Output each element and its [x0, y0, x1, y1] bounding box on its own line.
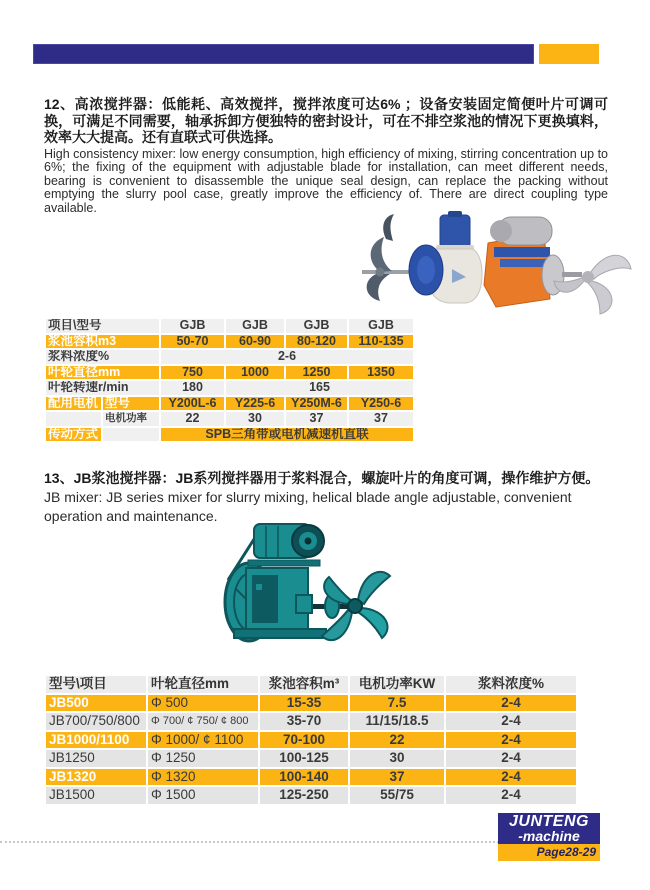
motor-housing: [440, 215, 470, 248]
cell-model: JB1320: [46, 769, 146, 786]
cell-diameter: 1000: [226, 366, 284, 380]
table-row-diameter: [46, 366, 413, 380]
top-accent-bar-blue: [33, 44, 534, 64]
cell-power: 11/15/18.5: [350, 713, 444, 730]
empty-cell: [103, 428, 159, 442]
brand-logo-blue-box: [498, 813, 600, 844]
cell-motor-power: 22: [161, 412, 224, 426]
cell-motor-power: 30: [226, 412, 284, 426]
row-label: 浆料浓度%: [46, 350, 159, 364]
cell-volume: 15-35: [260, 695, 348, 712]
table-row-jb1500: [46, 787, 576, 804]
section-13-description-en: JB mixer: JB series mixer for slurry mixing, helical blade angle adjustable, convenient operation and maintenance.: [44, 489, 572, 524]
gjb-belt-mixer-illustration: [484, 217, 631, 314]
gjb-mixers-photo: [348, 211, 633, 317]
row-sublabel: 型号: [103, 397, 159, 411]
section-12-description-en: High consistency mixer: low energy consumption, high efficiency of mixing, stirring concentration up to 6%; the fixing of the equipment with adjustable blade for installation, can meet different needs, bearing is convenient to disassemble the unique seal design, can replace the packing without emptying the slurry pool case, greatly improve the efficiency of. There are direct coupling type available.: [44, 146, 608, 215]
cell-volume: 50-70: [161, 335, 224, 349]
cell-motor-model: Y250M-6: [286, 397, 347, 411]
empty-cell: [46, 412, 101, 426]
housing-panel: [252, 575, 278, 623]
cell-concentration: 2-4: [446, 695, 576, 712]
brand-logo: [498, 813, 600, 861]
col-header: GJB: [349, 319, 413, 333]
table-row-jb1320: [46, 769, 576, 786]
cell-speed-span: 165: [226, 381, 413, 395]
cell-model: JB1250: [46, 750, 146, 767]
cell-model: JB700/750/800: [46, 713, 146, 730]
cell-concentration: 2-4: [446, 769, 576, 786]
gjb-spec-table: [44, 317, 415, 443]
cell-model: JB1000/1100: [46, 732, 146, 749]
cell-model: JB1500: [46, 787, 146, 804]
page-number: Page28-29: [536, 845, 596, 859]
cell-power: 37: [350, 769, 444, 786]
section-13-heading-zh: 13、JB浆池搅拌器：JB系列搅拌器用于浆料混合，螺旋叶片的角度可调，操作维护方便。: [44, 470, 600, 486]
col-header: 浆料浓度%: [446, 676, 576, 693]
col-header: 型号\项目: [46, 676, 146, 693]
cell-power: 30: [350, 750, 444, 767]
cell-volume: 100-125: [260, 750, 348, 767]
table-row-jb1250: [46, 750, 576, 767]
bearing-block: [296, 595, 312, 613]
cell-concentration: 2-4: [446, 787, 576, 804]
cell-diameter: Φ 500: [148, 695, 258, 712]
cell-motor-model: Y200L-6: [161, 397, 224, 411]
cell-diameter: Φ 700/ ¢ 750/ ¢ 800: [148, 713, 258, 730]
table-row-drive: [46, 428, 413, 442]
table-row-header: [46, 319, 413, 333]
footer-divider: [0, 841, 499, 843]
cell-power: 55/75: [350, 787, 444, 804]
belt-motor-cap: [490, 220, 512, 242]
cell-motor-model: Y250-6: [349, 397, 413, 411]
gjb-direct-mixer-illustration: [362, 211, 482, 303]
cell-volume: 35-70: [260, 713, 348, 730]
cell-diameter: 1350: [349, 366, 413, 380]
blue-bracket-top: [494, 247, 550, 257]
row-sublabel: 电机功率: [103, 412, 159, 426]
table-row-concentration: [46, 350, 413, 364]
row-label: 浆池容积m3: [46, 335, 159, 349]
jb-mixer-photo: [212, 518, 408, 666]
propeller-blades: [367, 214, 394, 301]
cell-diameter: 750: [161, 366, 224, 380]
section-12-heading-zh: 12、高浓搅拌器：低能耗、高效搅拌，搅拌浓度可达6% ；设备安装固定简便叶片可调可换，可满足不同需要，轴承拆卸方便独特的密封设计，可在不排空浆池的情况下更换填料，效率大大提高。还有直联式可供选择。: [44, 96, 608, 145]
cell-motor-power: 37: [286, 412, 347, 426]
table-row-motor-power: [46, 412, 413, 426]
cell-diameter: Φ 1250: [148, 750, 258, 767]
cell-motor-model: Y225-6: [226, 397, 284, 411]
propeller-blades: [554, 255, 631, 314]
col-header: 叶轮直径mm: [148, 676, 258, 693]
jb-mixer-illustration: [225, 524, 390, 641]
cell-volume: 125-250: [260, 787, 348, 804]
brand-logo-yellow-strip: [498, 844, 600, 861]
cell-volume: 80-120: [286, 335, 347, 349]
table-row-jb1000: [46, 732, 576, 749]
cell-concentration: 2-4: [446, 732, 576, 749]
cell-speed: 180: [161, 381, 224, 395]
table-row-volume: [46, 335, 413, 349]
row-label: 叶轮直径mm: [46, 366, 159, 380]
cell-volume: 70-100: [260, 732, 348, 749]
col-header: GJB: [226, 319, 284, 333]
cell-concentration-span: 2-6: [161, 350, 413, 364]
table-row-jb500: [46, 695, 576, 712]
brand-name-line2: -machine: [518, 828, 580, 844]
row-label: 配用电机: [46, 397, 101, 411]
cell-diameter: Φ 1000/ ¢ 1100: [148, 732, 258, 749]
brand-name: JUNTENG: [509, 813, 589, 830]
table-row-jb700: [46, 713, 576, 730]
cell-concentration: 2-4: [446, 713, 576, 730]
cell-power: 22: [350, 732, 444, 749]
blue-bracket-bottom: [500, 259, 548, 267]
cell-volume: 60-90: [226, 335, 284, 349]
col-header: GJB: [161, 319, 224, 333]
motor-cap: [448, 211, 462, 217]
top-accent-bar-yellow: [539, 44, 599, 64]
row-label: 传动方式: [46, 428, 101, 442]
table-row-motor-model: [46, 397, 413, 411]
col-header: 电机功率KW: [350, 676, 444, 693]
mixer-shaft: [562, 272, 582, 277]
row-label: 叶轮转速r/min: [46, 381, 159, 395]
pulley-disc-highlight: [417, 256, 435, 284]
cell-diameter: Φ 1500: [148, 787, 258, 804]
cell-power: 7.5: [350, 695, 444, 712]
cell-model: JB500: [46, 695, 146, 712]
cell-volume: 100-140: [260, 769, 348, 786]
cell-volume: 110-135: [349, 335, 413, 349]
corner-cell: 项目\型号: [46, 319, 159, 333]
section-12: [44, 96, 608, 215]
cell-concentration: 2-4: [446, 750, 576, 767]
cell-diameter: 1250: [286, 366, 347, 380]
col-header: 浆池容积m³: [260, 676, 348, 693]
cell-motor-power: 37: [349, 412, 413, 426]
cell-drive-span: SPB三角带或电机减速机直联: [161, 428, 413, 442]
table-row-speed: [46, 381, 413, 395]
base-plate: [234, 629, 326, 638]
cell-diameter: Φ 1320: [148, 769, 258, 786]
table-row-header: [46, 676, 576, 693]
jb-spec-table: [44, 674, 578, 806]
motor-rails: [248, 560, 320, 566]
col-header: GJB: [286, 319, 347, 333]
